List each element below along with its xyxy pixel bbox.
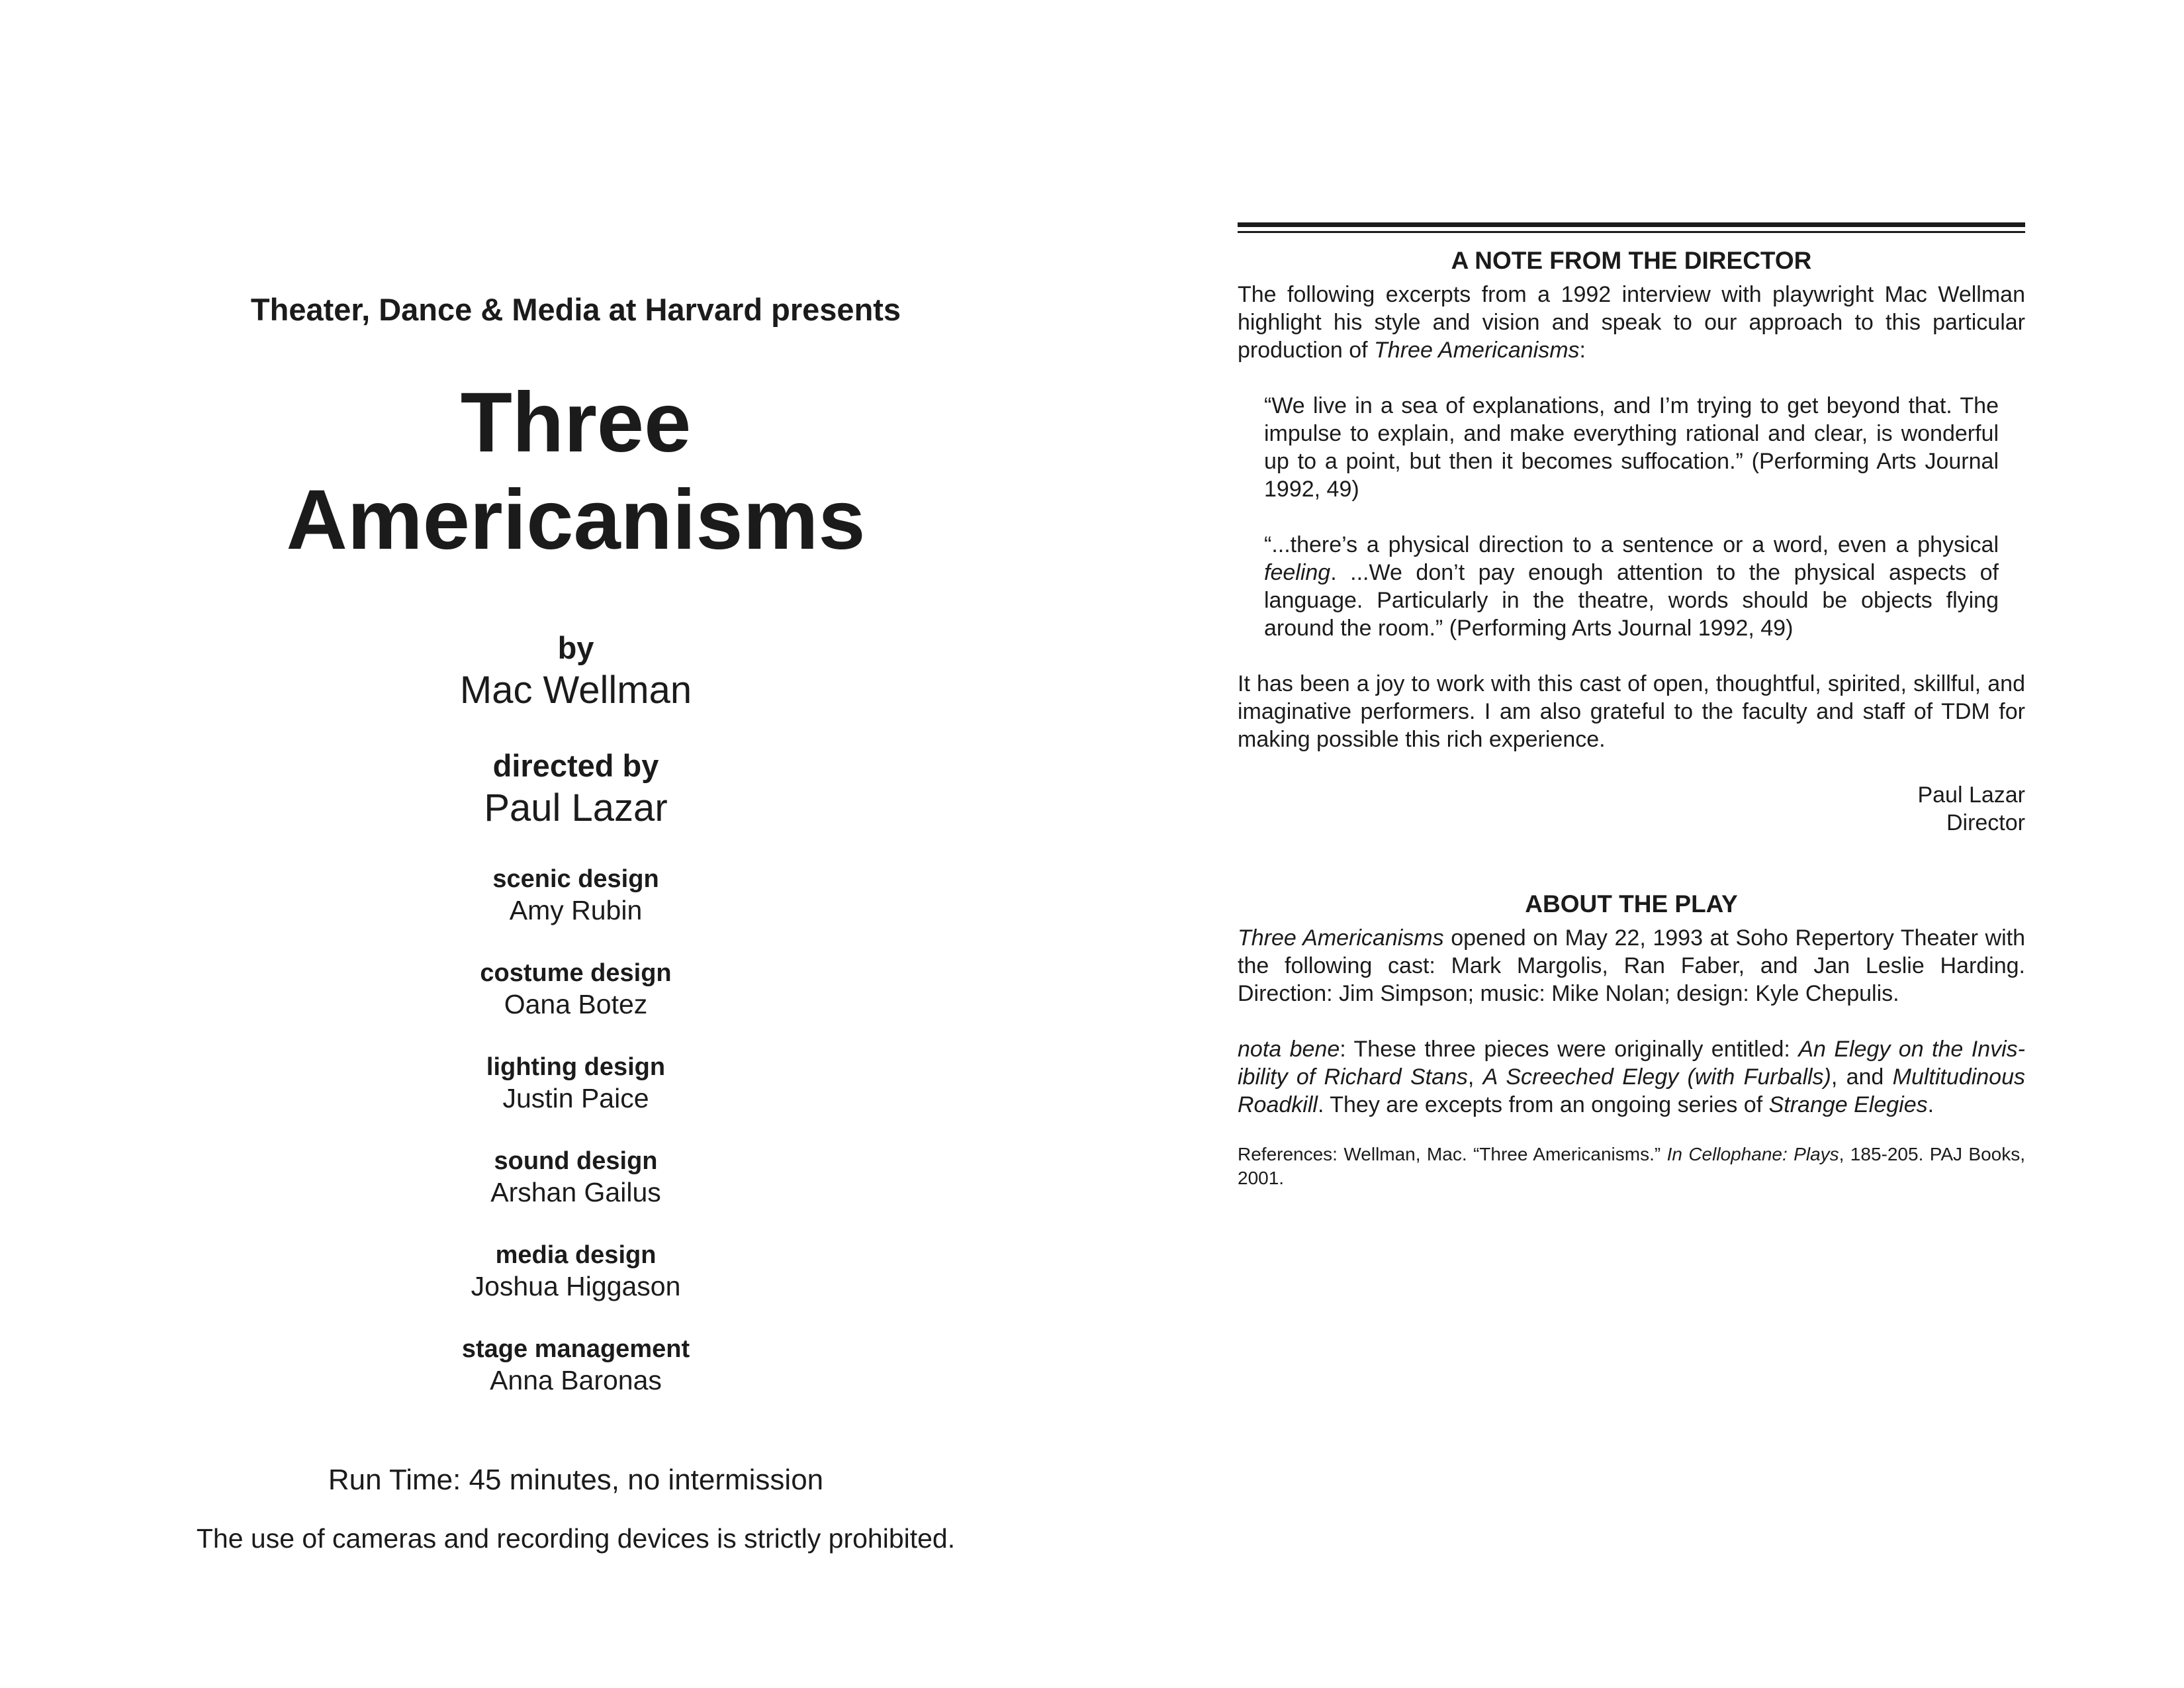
- about-play-title: Three Americanisms: [1238, 925, 1444, 951]
- nota-bene-text: , and: [1831, 1064, 1893, 1090]
- quote-2: [1264, 531, 1999, 642]
- nota-bene-text: : These three pieces were originally entitled:: [1340, 1037, 1799, 1062]
- about-paragraph-1: [1238, 924, 2025, 1008]
- director-signature: [1238, 781, 2025, 837]
- quote2-start: “...there’s a physical direction to a sentence or a word, even a physical: [1264, 532, 1999, 557]
- credits-list: [179, 864, 973, 1396]
- credit-role: scenic design: [492, 865, 659, 893]
- run-time: Run Time: 45 minutes, no intermission: [328, 1464, 824, 1496]
- signature-name: Paul Lazar: [1917, 782, 2025, 808]
- credit-role: media design: [495, 1241, 657, 1269]
- double-rule-thick: [1238, 222, 2025, 227]
- credit-media: [179, 1240, 973, 1302]
- credit-sound: [179, 1146, 973, 1208]
- director-note-intro: [1238, 281, 2025, 364]
- double-rule-thin: [1238, 231, 2025, 233]
- author-block: [179, 628, 973, 713]
- credit-role: lighting design: [486, 1053, 666, 1081]
- intro-play-title: Three Americanisms: [1374, 338, 1580, 363]
- director-name: Paul Lazar: [484, 786, 668, 829]
- presenter-line: Theater, Dance & Media at Harvard presents: [250, 292, 901, 327]
- credit-name: Oana Botez: [504, 989, 648, 1019]
- credit-name: Amy Rubin: [509, 895, 643, 925]
- nota-bene-label: nota bene: [1238, 1037, 1340, 1062]
- directed-by-label: directed by: [492, 748, 659, 783]
- ref-book-title: In Cellophane: Plays: [1666, 1144, 1839, 1164]
- about-play-heading: ABOUT THE PLAY: [1525, 890, 1738, 917]
- quote2-italic: feeling: [1264, 560, 1331, 585]
- quote-1: “We live in a sea of explanations, and I’m trying to get beyond that. The impulse to explain, and make everything rational and clear, is wonderful up to a point, but then it becomes suffocation.” (Performing Arts Journal 1992, 49): [1264, 393, 1999, 502]
- intro-end: :: [1579, 338, 1586, 363]
- credit-role: sound design: [494, 1147, 658, 1175]
- credit-role: stage management: [461, 1335, 690, 1363]
- by-label: by: [557, 630, 594, 665]
- about-p1-text: opened on May 22, 1993 at Soho Repertory Theater with the following cast: Mark Margolis, Ran Faber, and Jan Leslie Harding. Direction: Jim Simpson; music: Mike Nolan; design: Kyle Chepulis.: [1238, 925, 2026, 1006]
- credit-role: costume design: [480, 959, 672, 987]
- nota-bene-text: . They are excepts from an ongoing series of: [1317, 1092, 1769, 1117]
- references: [1238, 1143, 2025, 1190]
- author-name: Mac Wellman: [459, 669, 692, 712]
- director-closing: It has been a joy to work with this cast of open, thoughtful, spirited, skillful, and imaginative performers. I am also grateful to the faculty and staff of TDM for making possible this rich experience.: [1238, 671, 2025, 752]
- nota-bene-text: ,: [1467, 1064, 1483, 1090]
- credit-name: Justin Paice: [502, 1083, 649, 1113]
- series-title: Strange Elegies: [1768, 1092, 1928, 1117]
- right-page: [1238, 222, 2025, 1190]
- piece-title-3: Multitudinous Roadkill: [1238, 1064, 2025, 1117]
- ref-text: References: Wellman, Mac. “Three Americanisms.”: [1238, 1144, 1667, 1164]
- recording-notice: The use of cameras and recording devices is strictly prohibited.: [196, 1523, 956, 1554]
- ref-text-end: , 185-205. PAJ Books, 2001.: [1238, 1144, 2025, 1188]
- credit-stage-management: [179, 1334, 973, 1396]
- credit-costume: [179, 958, 973, 1020]
- credit-name: Joshua Higgason: [471, 1271, 681, 1301]
- credit-name: Anna Baronas: [490, 1365, 662, 1395]
- credit-lighting: [179, 1052, 973, 1114]
- signature-title: Director: [1946, 810, 2025, 835]
- director-block: [179, 746, 973, 831]
- nota-bene-text: .: [1927, 1092, 1934, 1117]
- intro-text: The following excerpts from a 1992 interview with playwright Mac Wellman highlight his style and vision and speak to our approach to this particular production of: [1238, 282, 2025, 363]
- quote2-end: . ...We don’t pay enough attention to the physical aspects of language. Particularly in the theatre, words should be objects flying around the room.” (Performing Arts Journal 1992, 49): [1264, 560, 1999, 641]
- nota-bene-paragraph: [1238, 1035, 2025, 1119]
- piece-title-1: An Elegy on the Invisibility of Richard Stans: [1238, 1037, 2025, 1090]
- play-title: Three Americanisms: [286, 375, 866, 567]
- piece-title-2: A Screeched Elegy (with Furballs): [1482, 1064, 1831, 1090]
- credit-name: Arshan Gailus: [490, 1177, 661, 1207]
- director-note-heading: A NOTE FROM THE DIRECTOR: [1451, 247, 1812, 274]
- credit-scenic: [179, 864, 973, 926]
- left-page: [179, 291, 973, 1554]
